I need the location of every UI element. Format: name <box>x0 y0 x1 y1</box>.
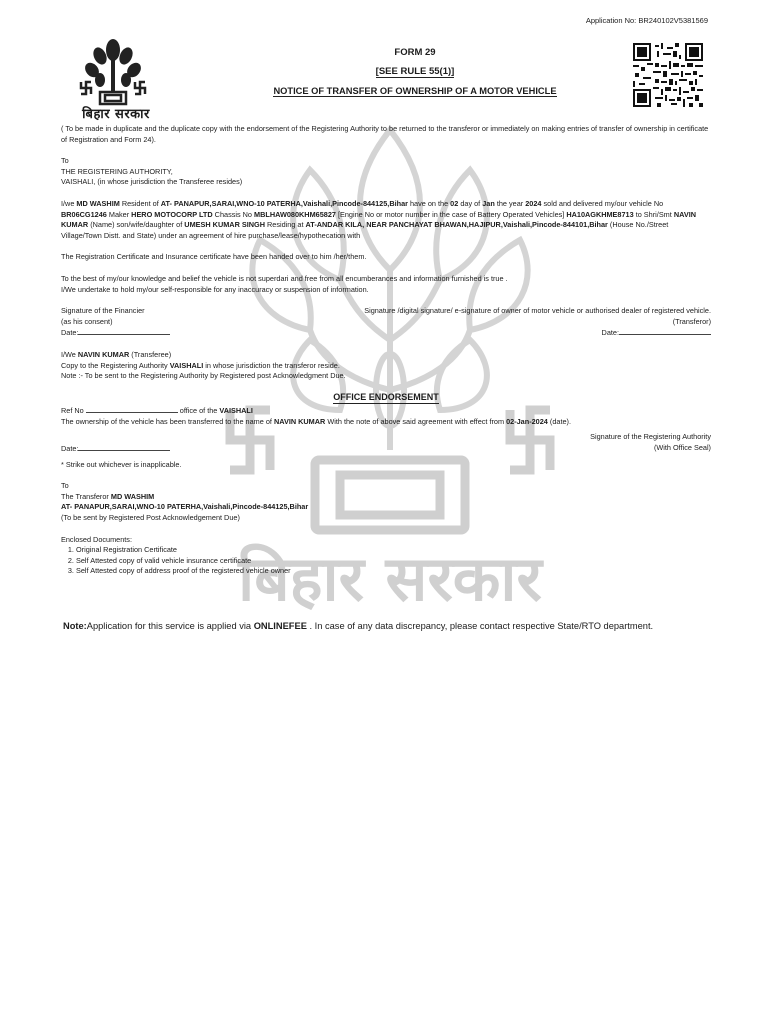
note-label: Note: <box>63 621 87 631</box>
enclosed-title: Enclosed Documents: <box>61 534 132 544</box>
authority-signature-label: Signature of the Registering Authority <box>590 432 711 442</box>
notice-title <box>230 86 600 96</box>
ref-no-line <box>86 405 178 413</box>
date-label-right: Date: <box>601 328 619 338</box>
ref-line: Ref No office of the VAISHALI <box>61 406 253 416</box>
office-date-row <box>61 443 711 455</box>
enclosed-item: 3. Self Attested copy of address proof of the registered vehicle owner <box>76 566 711 577</box>
belief-statement: To the best of my/our knowledge and belief the vehicle is not superdari and free from all encumberances and information furnished is true . <box>61 273 508 283</box>
copy-line: Copy to the Registering Authority VAISHALI in whose jurisdiction the transferor reside. <box>61 360 340 370</box>
authority-name: THE REGISTERING AUTHORITY, <box>61 166 173 176</box>
form-body <box>61 124 711 577</box>
footer-note: Note:Application for this service is applied via ONLINEFEE . In case of any data discrepancy, please contact respective State/RTO department. <box>63 621 654 631</box>
enclosed-list <box>61 545 711 577</box>
office-endorsement-title: OFFICE ENDORSEMENT <box>333 391 439 402</box>
signature-row <box>61 306 711 317</box>
transferor-address: AT- PANAPUR,SARAI,WNO-10 PATERHA,Vaishali,Pincode-844125,Bihar <box>61 502 309 512</box>
transferor-line: The Transferor MD WASHIM <box>61 491 155 501</box>
post-note: Note :- To be sent to the Registering Authority by Registered post Acknowledgment Due. <box>61 371 346 381</box>
date-label-left: Date: <box>61 328 79 338</box>
owner-signature-label: Signature /digital signature/ e-signature of owner of motor vehicle or authorised dealer of registered vehicle. <box>364 306 711 316</box>
transfer-effect-line: The ownership of the vehicle has been transferred to the name of NAVIN KUMAR With the note of above said agreement with effect from 02-Jan-2024 (date). <box>61 416 571 426</box>
transferor-to-label: To <box>61 481 69 491</box>
office-date-line <box>78 443 170 451</box>
consent-label: (as his consent) <box>61 316 113 326</box>
transferee-line: I/We NAVIN KUMAR (Transferee) <box>61 349 172 359</box>
note-service: ONLINEFEE <box>253 621 307 631</box>
emblem-caption: बिहार सरकार <box>82 107 150 122</box>
to-label: To <box>61 156 69 166</box>
notice-title-text: NOTICE OF TRANSFER OF OWNERSHIP OF A MOTOR VEHICLE <box>273 86 557 96</box>
rule-reference <box>230 66 600 77</box>
strike-note: * Strike out whichever is inapplicable. <box>61 459 182 469</box>
registered-post-note: (To be sent by Registered Post Acknowledgement Due) <box>61 513 240 523</box>
consent-row <box>61 317 711 328</box>
rc-statement: The Registration Certificate and Insurance certificate have been handed over to him /her/them. <box>61 252 367 262</box>
form-title: FORM 29 <box>394 47 436 58</box>
date-line-right <box>619 327 711 335</box>
application-number: Application No: BR240102V5381569 <box>585 16 708 25</box>
undertaking: I/We undertake to hold my/our self-responsible for any inaccuracy or suspension of information. <box>61 284 369 294</box>
date-row <box>61 327 711 339</box>
rule-text: [SEE RULE 55(1)] <box>375 66 455 77</box>
sale-declaration: I/we MD WASHIM Resident of AT- PANAPUR,SARAI,WNO-10 PATERHA,Vaishali,Pincode-844125,Bihar have on the 02 day of Jan the year 2024 sold and delivered my/our vehicle No BR06CG1246 Maker HERO MOTOCORP LTD Chassis No MBLHAW080KHM65827 [Engine No or motor number in the case of Battery Operated Vehicles] HA10AGKHME8713 to Shri/Smt NAVIN KUMAR (Name) son/wife/daughter of UMESH KUMAR SINGH Residing at AT-ANDAR KILA, NEAR PANCHAYAT BHAWAN,HAJIPUR,Vaishali,Pincode-844101,Bihar (House No./Street Village/Town Distt. and State) under an agreement of hire purchase/lease/hypothecation with <box>61 198 696 240</box>
office-seal-label: (With Office Seal) <box>653 443 711 453</box>
office-date-label: Date: <box>61 444 79 454</box>
financier-signature-label: Signature of the Financier <box>61 306 145 316</box>
transferor-label: (Transferor) <box>672 316 711 326</box>
enclosed-item: 1. Original Registration Certificate <box>76 545 711 556</box>
intro-text: ( To be made in duplicate and the duplicate copy with the endorsement of the Registering Authority to be returned to the transferor or immediately on making entries of transfer of ownership in certificate of Registration and Form 24). <box>61 124 709 144</box>
authority-place: VAISHALI, (in whose jurisdiction the Transferee resides) <box>61 177 243 187</box>
date-line-left <box>78 327 170 335</box>
svg-text:बिहार सरकार: बिहार सरकार <box>238 542 542 615</box>
enclosed-item: 2. Self Attested copy of valid vehicle insurance certificate <box>76 556 711 567</box>
qr-code <box>633 43 703 107</box>
